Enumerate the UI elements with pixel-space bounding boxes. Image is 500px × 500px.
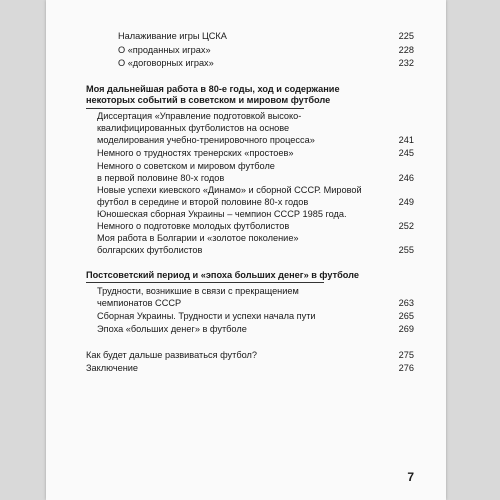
section-heading-line: некоторых событий в советском и мировом футболе <box>86 95 331 105</box>
toc-entry-title: Трудности, возникшие в связи с прекращением <box>97 286 299 296</box>
toc-entry-page: 246 <box>398 173 414 183</box>
section-underline <box>86 108 304 109</box>
toc-entry-title: Моя работа в Болгарии и «золотое поколение» <box>97 233 299 243</box>
toc-entry-page: 228 <box>398 45 414 55</box>
toc-entry-title: О «проданных играх» <box>118 45 211 55</box>
toc-entry-page: 245 <box>398 148 414 158</box>
toc-entry-page: 249 <box>398 197 414 207</box>
toc-entry-title: квалифицированных футболистов на основе <box>97 123 290 133</box>
toc-entry-title: в первой половине 80-х годов <box>97 173 225 183</box>
section-heading-line: Моя дальнейшая работа в 80-е годы, ход и содержание <box>86 84 340 94</box>
toc-entry-page: 263 <box>398 298 414 308</box>
toc-entry-title: О «договорных играх» <box>118 58 214 68</box>
section-heading-line: Постсоветский период и «эпоха больших денег» в футболе <box>86 270 359 280</box>
toc-entry-title: Налаживание игры ЦСКА <box>118 31 227 41</box>
toc-entry-page: 276 <box>398 363 414 373</box>
section-heading <box>86 84 416 106</box>
toc-entry-title: Юношеская сборная Украины – чемпион СССР 1985 года. <box>97 209 347 219</box>
toc-entry-page: 232 <box>398 58 414 68</box>
section-underline <box>86 282 324 283</box>
toc-entry-title: Немного о трудностях тренерских «простоев» <box>97 148 294 158</box>
toc-entry-page: 255 <box>398 245 414 255</box>
toc-entry-title: футбол в середине и второй половине 80-х годов <box>97 197 309 207</box>
toc-entry-page: 265 <box>398 311 414 321</box>
toc-entry-title: Немного о подготовке молодых футболистов <box>97 221 290 231</box>
toc-entry-page: 225 <box>398 31 414 41</box>
toc-entry-title: Заключение <box>86 363 139 373</box>
toc-entry-title: Сборная Украины. Трудности и успехи начала пути <box>97 311 316 321</box>
toc-entry-title: Немного о советском и мировом футболе <box>97 161 275 171</box>
toc-entry-title: Новые успехи киевского «Динамо» и сборной СССР. Мировой <box>97 185 362 195</box>
page-number: 7 <box>407 470 414 484</box>
toc-entry-page: 275 <box>398 350 414 360</box>
toc-entry-page: 269 <box>398 324 414 334</box>
toc-entry-title: Диссертация «Управление подготовкой высоко- <box>97 111 302 121</box>
book-page <box>46 0 446 500</box>
toc-entry-title: чемпионатов СССР <box>97 298 182 308</box>
toc-entry-title: болгарских футболистов <box>97 245 203 255</box>
toc-entry-page: 252 <box>398 221 414 231</box>
toc-entry-title: моделирования учебно-тренировочного процесса» <box>97 135 315 145</box>
toc-entry-page: 241 <box>398 135 414 145</box>
toc-entry-title: Эпоха «больших денег» в футболе <box>97 324 247 334</box>
section-heading <box>86 270 416 281</box>
toc-entry-title: Как будет дальше развиваться футбол? <box>86 350 257 360</box>
